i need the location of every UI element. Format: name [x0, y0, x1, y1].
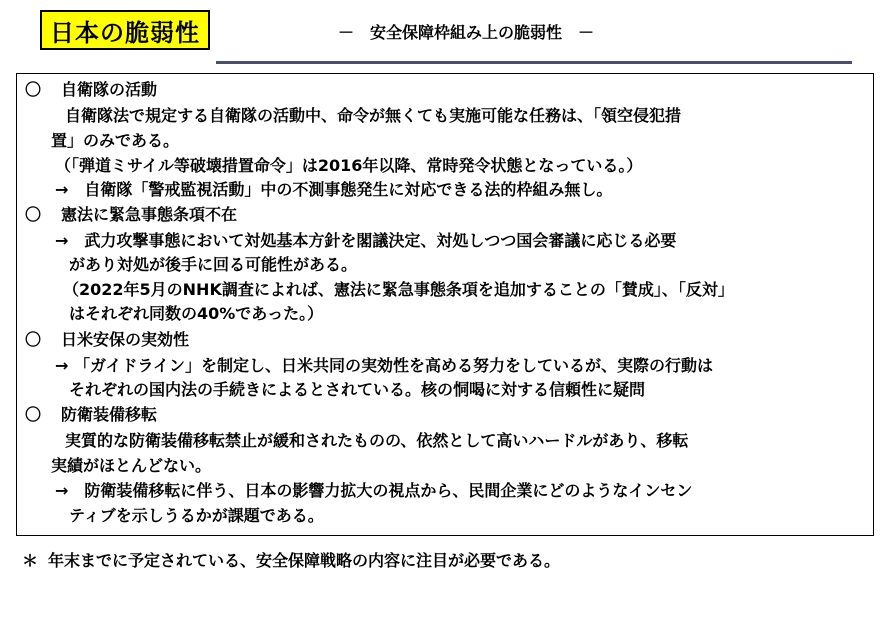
section-heading	[25, 405, 157, 425]
section-heading	[25, 80, 157, 100]
page-title: 日本の脆弱性	[40, 10, 210, 50]
section-heading	[25, 330, 189, 350]
section-line: 置」のみである。	[51, 131, 180, 150]
section-line: 自衛隊法で規定する自衛隊の活動中、命令が無くても実施可能な任務は、「領空侵犯措	[65, 106, 682, 125]
page-subtitle: － 安全保障枠組み上の脆弱性 －	[338, 23, 595, 42]
content-box	[16, 73, 874, 536]
section-title: 防衛装備移転	[61, 405, 158, 424]
footnote	[22, 548, 560, 571]
section-title: 日米安保の実効性	[61, 330, 190, 349]
section-line: （「弾道ミサイル等破壊措置命令」は2016年以降、常時発令状態となっている。）	[55, 156, 643, 175]
section-title: 憲法に緊急事態条項不在	[61, 205, 238, 224]
header-divider	[216, 61, 852, 64]
section-line: → 武力攻撃事態において対処基本方針を閣議決定、対処しつつ国会審議に応じる必要	[55, 231, 677, 250]
circle-bullet-icon: 〇	[25, 330, 42, 349]
section-line: 実績がほとんどない。	[51, 456, 212, 475]
section-line: それぞれの国内法の手続きによるとされている。核の恫喝に対する信頼性に疑問	[69, 380, 646, 399]
section-line: があり対処が後手に回る可能性がある。	[69, 255, 358, 274]
section-title: 自衛隊の活動	[61, 80, 158, 99]
asterisk-icon: ＊	[22, 551, 39, 570]
section-line: ティブを示しうるかが課題である。	[69, 506, 324, 525]
section-line: → 「ガイドライン」を制定し、日米共同の実効性を高める努力をしているが、実際の行動は	[55, 356, 714, 375]
circle-bullet-icon: 〇	[25, 205, 42, 224]
footnote-text: 年末までに予定されている、安全保障戦略の内容に注目が必要である。	[48, 551, 561, 570]
section-line: 実質的な防衛装備移転禁止が緩和されたものの、依然として高いハードルがあり、移転	[65, 431, 689, 450]
section-line: はそれぞれ同数の40%であった。）	[69, 304, 324, 323]
section-line: （2022年5月のNHK調査によれば、憲法に緊急事態条項を追加することの「賛成」、「反対」	[63, 280, 734, 299]
circle-bullet-icon: 〇	[25, 405, 42, 424]
circle-bullet-icon: 〇	[25, 80, 42, 99]
section-line: → 自衛隊「警戒監視活動」中の不測事態発生に対応できる法的枠組み無し。	[55, 180, 613, 199]
section-heading	[25, 205, 237, 225]
section-line: → 防衛装備移転に伴う、日本の影響力拡大の視点から、民間企業にどのようなインセン	[55, 481, 693, 500]
